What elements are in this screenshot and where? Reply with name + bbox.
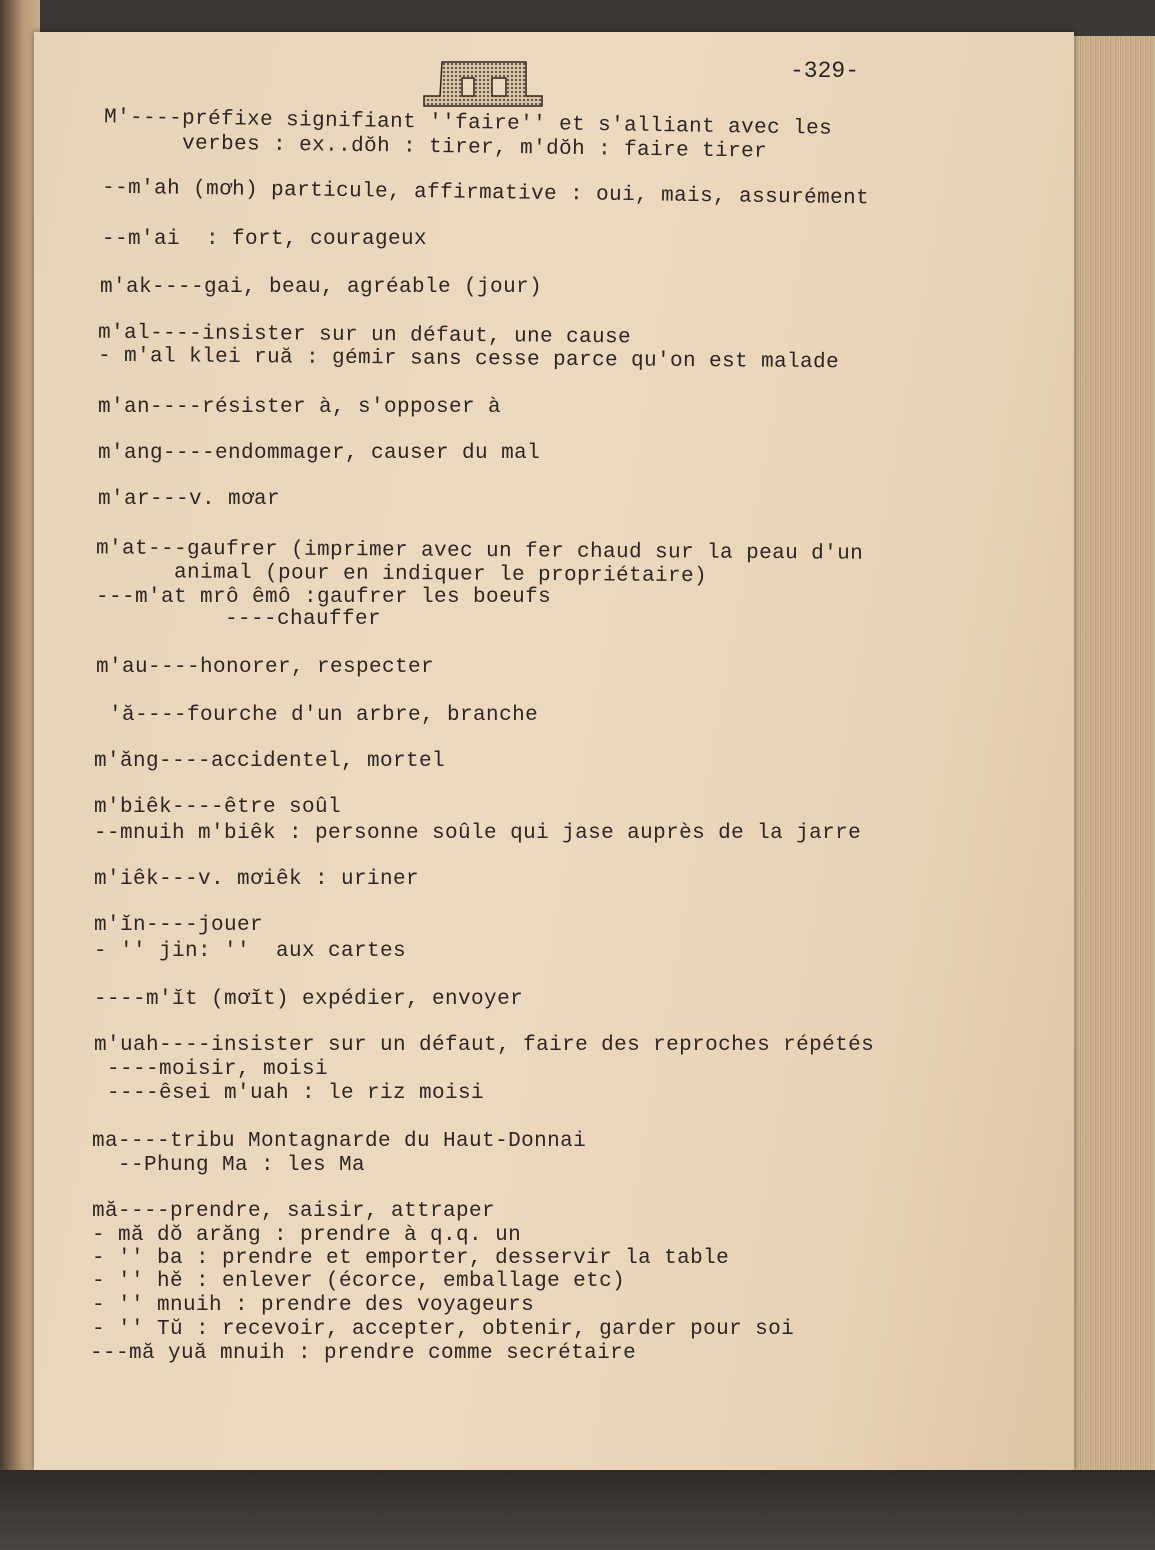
entry-line: animal (pour en indiquer le propriétaire) bbox=[95, 560, 708, 589]
bottom-shadow bbox=[0, 1470, 1155, 1550]
entry-line: m'ăng----accidentel, mortel bbox=[94, 750, 446, 773]
entry-line: m'au----honorer, respecter bbox=[96, 656, 435, 679]
entry-line: m'biêk----être soûl bbox=[94, 796, 342, 819]
entry-line: ma----tribu Montagnarde du Haut-Donnai bbox=[92, 1130, 587, 1153]
entry-line: --mnuih m'biêk : personne soûle qui jase auprès de la jarre bbox=[94, 822, 862, 845]
entry-line: m'ĭn----jouer bbox=[94, 914, 264, 937]
page-number: -329- bbox=[790, 58, 860, 84]
entry-line: ---m'at mrô êmô :gaufrer les boeufs bbox=[96, 586, 552, 609]
entry-line: ----êsei m'uah : le riz moisi bbox=[94, 1082, 485, 1105]
entry-line: m'ak----gai, beau, agréable (jour) bbox=[100, 276, 543, 299]
entry-line: --Phung Ma : les Ma bbox=[92, 1154, 366, 1177]
entry-line: m'ar---v. mơar bbox=[98, 488, 281, 511]
entry-line: m'at---gaufrer (imprimer avec un fer chaud sur la peau d'un bbox=[95, 537, 864, 566]
entry-line: - m'al klei ruă : gémir sans cesse parce qu'on est malade bbox=[97, 344, 840, 375]
entry-line: --m'ah (mơh) particule, affirmative : oui, mais, assurément bbox=[101, 176, 870, 211]
entry-line: m'iêk---v. mơiêk : uriner bbox=[94, 868, 420, 891]
entry-line: - '' ba : prendre et emporter, desservir la table bbox=[92, 1247, 730, 1270]
entry-line: 'ă----fourche d'un arbre, branche bbox=[96, 704, 539, 727]
book-page-edges bbox=[1060, 36, 1155, 1476]
entry-line: - '' hĕ : enlever (écorce, emballage etc) bbox=[92, 1270, 626, 1293]
entry-line: - mă dŏ arăng : prendre à q.q. un bbox=[92, 1224, 522, 1247]
entry-line: ----m'ĭt (mơĭt) expédier, envoyer bbox=[94, 988, 524, 1011]
entry-line: - '' mnuih : prendre des voyageurs bbox=[92, 1294, 535, 1317]
entry-line: m'ang----endommager, causer du mal bbox=[98, 442, 541, 465]
entry-line: ----chauffer bbox=[160, 608, 382, 631]
entry-line: - '' jin: '' aux cartes bbox=[94, 940, 407, 963]
entry-line: ----moisir, moisi bbox=[94, 1058, 329, 1081]
entry-line: m'uah----insister sur un défaut, faire des reproches répétés bbox=[94, 1034, 875, 1057]
entry-line: M'----préfixe signifiant ''faire'' et s'alliant avec les bbox=[103, 106, 833, 141]
entry-line: verbes : ex..dŏh : tirer, m'dŏh : faire tirer bbox=[103, 131, 768, 164]
entry-line: ---mă yuă mnuih : prendre comme secrétaire bbox=[90, 1342, 637, 1365]
entry-line: - '' Tŭ : recevoir, accepter, obtenir, garder pour soi bbox=[92, 1318, 795, 1341]
entry-line: mă----prendre, saisir, attraper bbox=[92, 1200, 496, 1223]
entry-line: --m'ai : fort, courageux bbox=[102, 228, 428, 251]
letter-m-header-ornament-icon bbox=[422, 58, 544, 108]
entry-line: m'al----insister sur un défaut, une cause bbox=[97, 321, 632, 350]
entry-line: m'an----résister à, s'opposer à bbox=[98, 396, 502, 419]
